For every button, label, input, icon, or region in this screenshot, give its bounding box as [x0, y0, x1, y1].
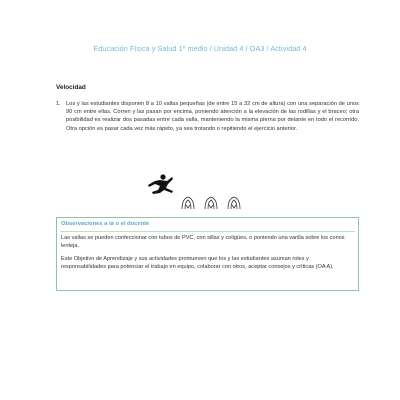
hurdle-2: [205, 197, 217, 209]
activity-number: 1.: [56, 101, 61, 107]
activity-text: Los y las estudiantes disponen 8 a 10 vallas pequeñas (de entre 15 a 32 cm de altura) con una separación de unos 90 cm entre ellas. Corren y las pasan por encima, poniendo atención a la elevación de las rodillas y el braceo; otra posibilidad es realizar dos pasadas entre cada valla, manteniendo la misma pierna por delante en todo el recorrido. Otra opción es pasar cada vez más rápido, ya sea trotando o repitiendo el ejercicio anterior.: [66, 101, 359, 132]
hurdle-3: [228, 197, 240, 209]
notes-paragraph-1: Las vallas se pueden confeccionar con tubos de PVC, con sillas y coligües, o poniendo una varilla sobre los conos lenteja.: [61, 235, 345, 249]
notes-divider: [60, 231, 355, 232]
section-title: Velocidad: [56, 84, 86, 91]
notes-paragraph-2: Este Objetivo de Aprendizaje y sus actividades promueven que los y las estudiantes asuman roles y responsabilidades para potenciar el trabajo en equipo, colaborar con otros, aceptar consejos y críticas (OA A).: [61, 256, 334, 271]
runner-figure: [148, 174, 173, 194]
activity-item: [56, 100, 359, 133]
hurdle-1: [182, 197, 194, 209]
hurdle-runner-icon: [140, 172, 260, 212]
notes-title: Observaciones a la o el docente: [61, 221, 150, 227]
hurdle-runner-illustration: [140, 172, 260, 212]
teacher-notes-box: [56, 217, 359, 291]
page-header: Educación Física y Salud 1º medio / Unidad 4 / OA3 / Actividad 4: [93, 44, 307, 53]
